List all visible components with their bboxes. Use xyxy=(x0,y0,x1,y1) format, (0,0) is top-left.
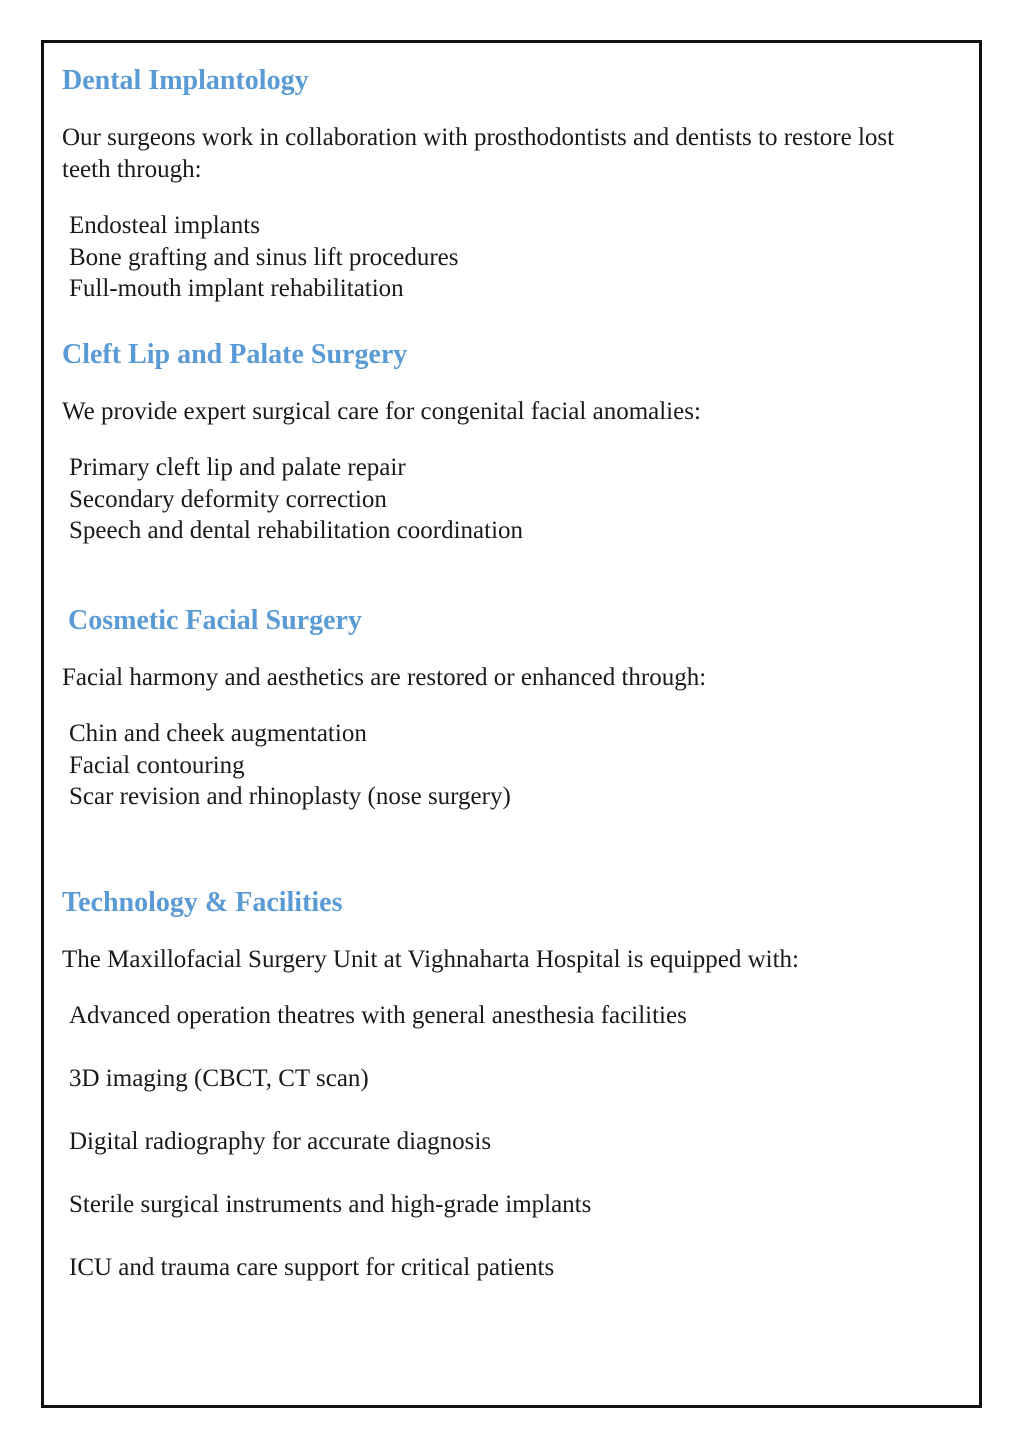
list-dental-implantology xyxy=(69,210,459,305)
list-item: Speech and dental rehabilitation coordination xyxy=(69,517,524,544)
section-intro-cleft-lip-palate: We provide expert surgical care for congenital facial anomalies: xyxy=(62,398,701,425)
section-intro-cosmetic-facial: Facial harmony and aesthetics are restored or enhanced through: xyxy=(62,664,707,691)
section-intro-technology-facilities: The Maxillofacial Surgery Unit at Vighnaharta Hospital is equipped with: xyxy=(62,946,799,973)
list-cosmetic-facial xyxy=(69,718,511,813)
list-item: Bone grafting and sinus lift procedures xyxy=(69,243,459,271)
list-cleft-lip-palate xyxy=(69,452,523,547)
section-title-dental-implantology: Dental Implantology xyxy=(62,65,309,96)
list-item: Scar revision and rhinoplasty (nose surgery) xyxy=(69,783,511,810)
section-title-cleft-lip-palate: Cleft Lip and Palate Surgery xyxy=(62,339,408,370)
list-item: ICU and trauma care support for critical patients xyxy=(69,1254,555,1281)
list-item: Digital radiography for accurate diagnosis xyxy=(69,1128,492,1155)
list-item: Chin and cheek augmentation xyxy=(69,720,367,747)
section-title-technology-facilities: Technology & Facilities xyxy=(62,887,343,918)
section-intro-dental-implantology: Our surgeons work in collaboration with prosthodontists and dentists to restore lost teeth through: xyxy=(62,124,895,183)
list-item: 3D imaging (CBCT, CT scan) xyxy=(69,1065,369,1092)
list-item: Facial contouring xyxy=(69,751,245,779)
list-item: Secondary deformity correction xyxy=(69,485,387,513)
list-item: Full-mouth implant rehabilitation xyxy=(69,275,404,302)
list-technology-facilities xyxy=(69,1000,687,1315)
list-item: Primary cleft lip and palate repair xyxy=(69,454,406,481)
list-item: Endosteal implants xyxy=(69,212,260,239)
list-item: Sterile surgical instruments and high-grade implants xyxy=(69,1191,592,1218)
section-title-cosmetic-facial: Cosmetic Facial Surgery xyxy=(68,605,362,636)
list-item: Advanced operation theatres with general anesthesia facilities xyxy=(69,1002,687,1029)
